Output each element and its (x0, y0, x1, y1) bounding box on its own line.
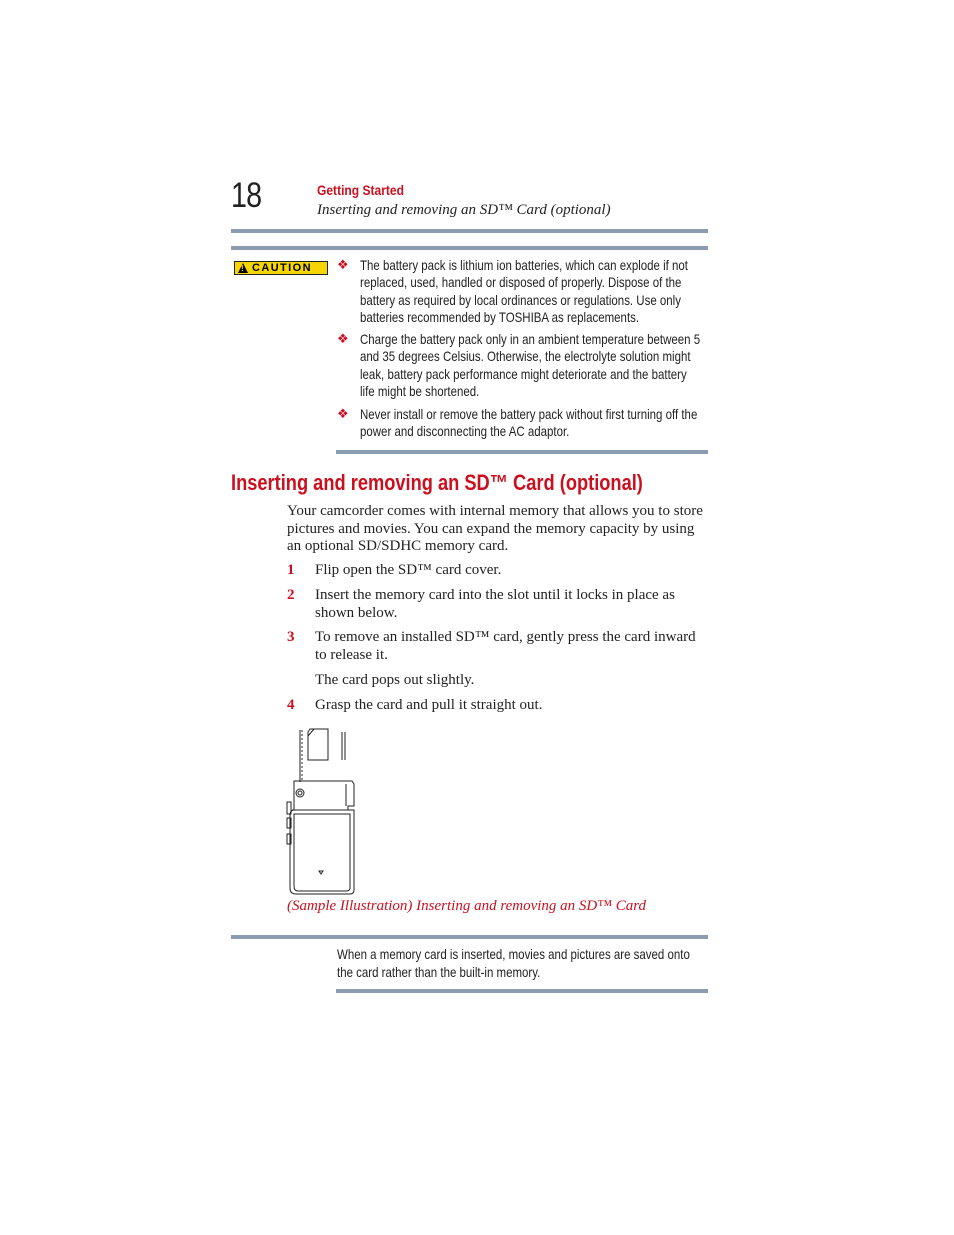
step-text: Grasp the card and pull it straight out. (315, 697, 543, 713)
caution-item: The battery pack is lithium ion batteries, which can explode if not replaced, used, handled or disposed of properly. Dispose of the battery as required by local ordinances or regulations. Use only batteries recommended by TOSHIBA as replacements. (360, 257, 688, 325)
chapter-title: Getting Started (317, 182, 404, 198)
illustration-caption: (Sample Illustration) Inserting and removing an SD™ Card (287, 898, 646, 914)
caution-label: CAUTION (252, 262, 312, 274)
bullet-icon: ❖ (337, 332, 349, 347)
step-number: 3 (287, 629, 295, 645)
camcorder-body (290, 810, 354, 894)
note-top-rule (231, 935, 708, 939)
caution-badge (234, 261, 328, 275)
header-section-title: Inserting and removing an SD™ Card (optional) (317, 202, 611, 218)
section-heading: Inserting and removing an SD™ Card (optional) (231, 470, 643, 495)
caution-top-rule (231, 246, 708, 250)
caution-item: Never install or remove the battery pack without first turning off the power and disconnecting the AC adaptor. (360, 406, 698, 440)
header-rule (231, 229, 708, 233)
camcorder-sd-card-illustration (284, 726, 360, 896)
logo-mark-icon (319, 871, 323, 874)
intro-paragraph: Your camcorder comes with internal memory that allows you to store pictures and movies. You can expand the memory capacity by using an optional SD/SDHC memory card. (287, 503, 703, 554)
step-number: 2 (287, 587, 295, 603)
step-number: 1 (287, 562, 295, 578)
sd-card-icon (308, 729, 328, 760)
bullet-icon: ❖ (337, 258, 349, 273)
note-text: When a memory card is inserted, movies and pictures are saved onto the card rather than the built-in memory. (337, 946, 690, 980)
step-number: 4 (287, 697, 295, 713)
step-text: Flip open the SD™ card cover. (315, 562, 502, 578)
caution-bottom-rule (336, 450, 708, 454)
bullet-icon: ❖ (337, 407, 349, 422)
caution-item: Charge the battery pack only in an ambient temperature between 5 and 35 degrees Celsius. Otherwise, the electrolyte solution might leak, battery pack performance might deteriorate and the battery life might be shortened. (360, 331, 701, 399)
warning-icon (238, 263, 248, 273)
note-bottom-rule (336, 989, 708, 993)
lens-icon (296, 789, 304, 797)
step-result: The card pops out slightly. (315, 672, 475, 688)
page-number: 18 (231, 176, 262, 215)
step-text: Insert the memory card into the slot until it locks in place as shown below. (315, 587, 675, 621)
step-text: To remove an installed SD™ card, gently press the card inward to release it. (315, 629, 696, 663)
